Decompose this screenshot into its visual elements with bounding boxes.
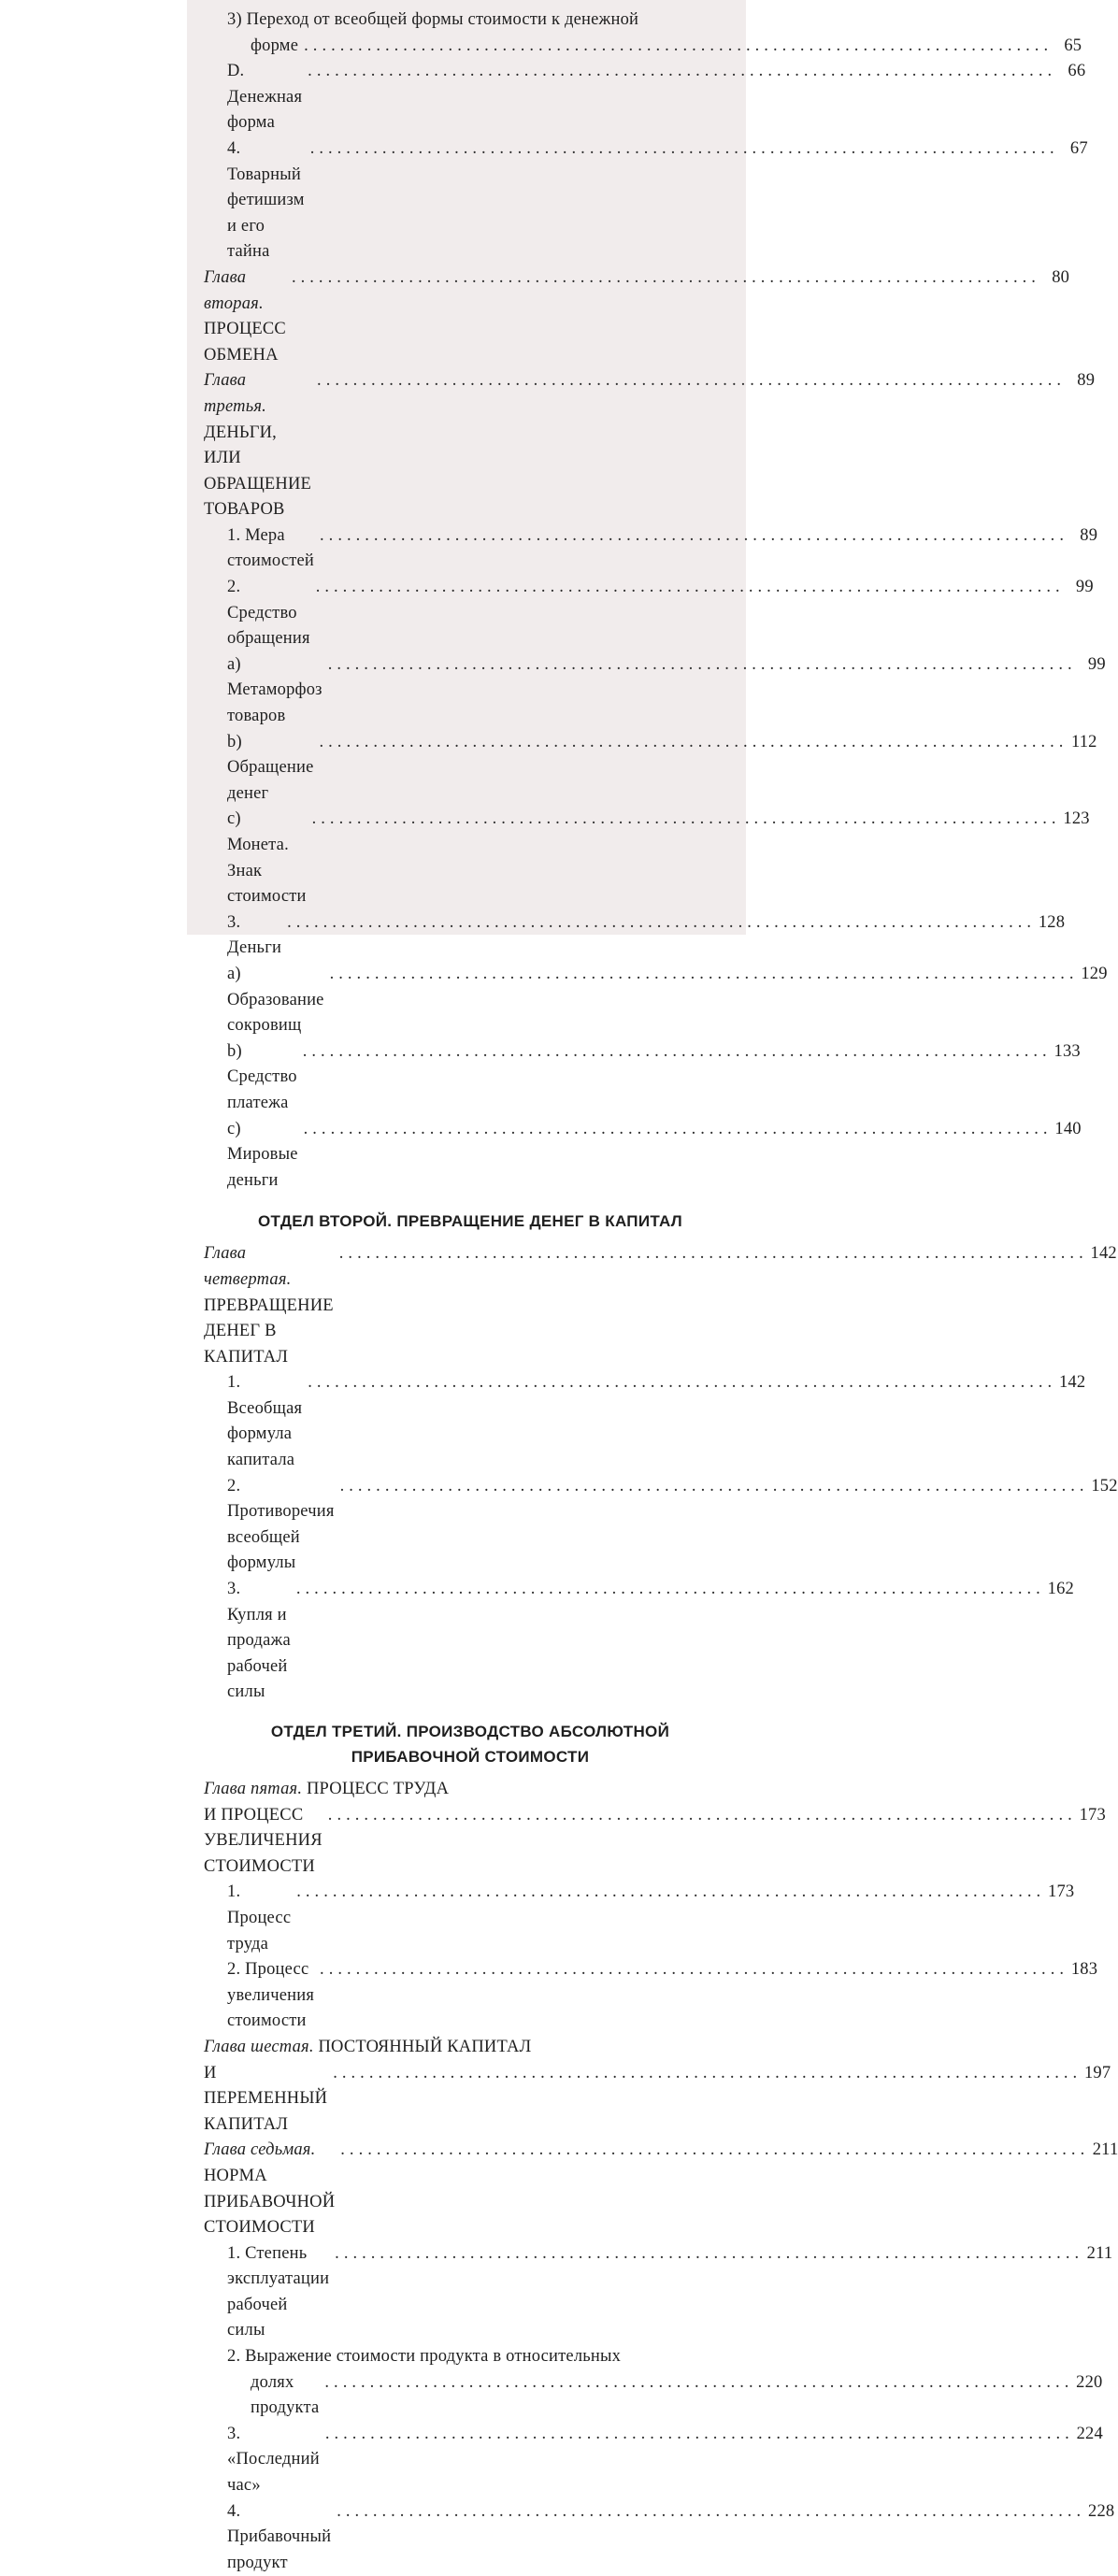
toc-entry <box>204 523 1098 575</box>
toc-entry <box>204 2499 1115 2576</box>
dot-leader <box>308 59 1052 85</box>
toc-page-number: 142 <box>1058 1373 1086 1393</box>
toc-chapter-entry <box>204 368 1096 523</box>
toc-entry <box>204 59 1086 136</box>
toc-page-number: 133 <box>1054 1041 1081 1061</box>
toc-entry-continuation: И ПЕРЕМЕННЫЙ КАПИТАЛ <box>204 2063 328 2134</box>
toc-page-number: 67 <box>1069 138 1088 158</box>
toc-entry-continuation: долях продукта <box>251 2372 320 2418</box>
chapter-prefix: Глава пятая. <box>204 1780 303 1798</box>
dot-leader <box>328 652 1072 679</box>
toc-entry-label: ПОСТОЯННЫЙ КАПИТАЛ <box>318 2037 532 2056</box>
toc-entry-label: 3. Деньги <box>227 912 282 958</box>
toc-page-number: 173 <box>1079 1805 1106 1825</box>
toc-page-number: 66 <box>1068 62 1086 81</box>
toc-entry-continuation: И ПРОЦЕСС УВЕЛИЧЕНИЯ СТОИМОСТИ <box>204 1805 322 1876</box>
dot-leader <box>330 962 1074 988</box>
toc-entry <box>204 807 1090 909</box>
toc-entry-label: 1. Процесс труда <box>227 1882 292 1953</box>
toc-entry <box>204 136 1088 265</box>
dot-leader <box>310 136 1054 163</box>
toc-page-number: 228 <box>1088 2501 1115 2521</box>
toc-entry <box>204 1880 1075 1957</box>
toc-page-number: 211 <box>1092 2140 1118 2160</box>
section-heading-line: ОТДЕЛ ТРЕТИЙ. ПРОИЗВОДСТВО АБСОЛЮТНОЙ <box>270 1723 670 1740</box>
toc-entry-label: 2. Противоречия всеобщей формулы <box>227 1476 335 1573</box>
dot-leader <box>312 807 1056 833</box>
toc-entry <box>204 1577 1074 1706</box>
toc-page-number: 183 <box>1070 1960 1098 1980</box>
toc-entry-label: b) Обращение денег <box>227 732 314 803</box>
book-page <box>187 0 1118 2572</box>
toc-page-number: 65 <box>1064 36 1082 55</box>
toc-entry <box>204 1039 1081 1117</box>
toc-page-number: 140 <box>1054 1119 1082 1138</box>
toc-entry <box>204 1957 1098 2035</box>
toc-entry-label: 3) Переход от всеобщей формы стоимости к денежной <box>227 10 639 29</box>
toc-page-number: 112 <box>1070 732 1097 751</box>
dot-leader <box>304 34 1048 60</box>
toc-page-number: 129 <box>1081 964 1108 983</box>
toc-entry <box>204 2344 1103 2422</box>
toc-entry-label: D. Денежная форма <box>227 62 303 133</box>
toc-page-number: 197 <box>1083 2063 1111 2082</box>
toc-page-number: 99 <box>1075 578 1094 597</box>
toc-entry-label: ПРЕВРАЩЕНИЕ ДЕНЕГ В КАПИТАЛ <box>204 1295 334 1367</box>
toc-entry <box>204 910 1066 962</box>
dot-leader <box>340 2138 1084 2164</box>
toc-chapter-entry <box>204 2035 1111 2138</box>
toc-entry <box>204 962 1108 1039</box>
toc-chapter-entry <box>204 265 1070 368</box>
toc-entry-label: 4. Прибавочный продукт <box>227 2501 332 2572</box>
chapter-prefix: Глава четвертая. <box>204 1244 292 1289</box>
toc-entry <box>204 575 1094 652</box>
toc-entry-label: 1. Степень эксплуатации рабочей силы <box>227 2243 330 2340</box>
toc-entry-label: ДЕНЬГИ, ИЛИ ОБРАЩЕНИЕ ТОВАРОВ <box>204 422 312 520</box>
dot-leader <box>296 1880 1040 1906</box>
toc-page-number: 224 <box>1076 2424 1103 2443</box>
toc-page-number: 152 <box>1091 1476 1118 1496</box>
dot-leader <box>292 265 1036 292</box>
toc-entry-label: 1. Мера стоимостей <box>227 525 315 571</box>
toc-page-number: 128 <box>1038 912 1066 932</box>
dot-leader <box>340 1474 1084 1500</box>
dot-leader <box>296 1577 1040 1603</box>
toc-page-number: 99 <box>1087 654 1106 674</box>
dot-leader <box>328 1803 1072 1829</box>
section-heading: ОТДЕЛ ВТОРОЙ. ПРЕВРАЩЕНИЕ ДЕНЕГ В КАПИТАЛ <box>258 1212 682 1231</box>
toc-entry-label: 2. Процесс увеличения стоимости <box>227 1960 315 2031</box>
toc-entry-label: a) Метаморфоз товаров <box>227 654 322 726</box>
toc-entry <box>204 1474 1118 1577</box>
toc-entry-label: 1. Всеобщая формула капитала <box>227 1373 303 1470</box>
toc-entry-label: 2. Средство обращения <box>227 578 310 649</box>
toc-entry <box>204 1370 1086 1473</box>
toc-chapter-entry <box>204 1241 1117 1370</box>
toc-page-number: 142 <box>1090 1244 1117 1264</box>
toc-entry-label: ПРОЦЕСС ОБМЕНА <box>204 320 286 365</box>
toc-entry <box>204 730 1097 808</box>
dot-leader <box>325 2422 1069 2448</box>
dot-leader <box>333 2061 1077 2087</box>
toc-page-number: 220 <box>1076 2372 1103 2392</box>
dot-leader <box>339 1241 1083 1267</box>
toc-page-number: 89 <box>1080 525 1098 545</box>
section-heading <box>204 1719 737 1769</box>
toc-entry-label: 3. «Последний час» <box>227 2424 320 2496</box>
dot-leader <box>308 1370 1052 1396</box>
toc-entry <box>204 2241 1113 2344</box>
toc-entry-label: НОРМА ПРИБАВОЧНОЙ СТОИМОСТИ <box>204 2166 336 2238</box>
dot-leader <box>303 1039 1047 1066</box>
toc-page-number: 123 <box>1063 809 1090 829</box>
chapter-prefix: Глава седьмая. <box>204 2140 316 2160</box>
toc-entry-label: 4. Товарный фетишизм и его тайна <box>227 138 305 262</box>
toc-entry-label: a) Образование сокровищ <box>227 964 324 1036</box>
dot-leader <box>335 2241 1079 2268</box>
dot-leader <box>304 1117 1048 1143</box>
toc-entry-label: c) Монета. Знак стоимости <box>227 809 307 907</box>
toc-entry <box>204 652 1106 730</box>
dot-leader <box>337 2499 1081 2526</box>
chapter-prefix: Глава вторая. <box>204 267 264 313</box>
dot-leader <box>320 730 1064 756</box>
toc-page-number: 211 <box>1086 2243 1113 2263</box>
dot-leader <box>320 523 1064 550</box>
toc-entry-label: ПРОЦЕСС ТРУДА <box>307 1780 450 1798</box>
toc-entry-label: b) Средство платежа <box>227 1041 297 1112</box>
toc-entry <box>204 7 1082 59</box>
toc-chapter-entry <box>204 1777 1106 1880</box>
toc-chapter-entry <box>204 2138 1118 2240</box>
toc-entry-label: 3. Купля и продажа рабочей силы <box>227 1580 291 1702</box>
chapter-prefix: Глава третья. <box>204 371 266 416</box>
dot-leader <box>316 575 1060 601</box>
toc-page-number: 162 <box>1047 1580 1074 1599</box>
toc-page-number: 89 <box>1077 371 1096 391</box>
section-heading-line: ПРИБАВОЧНОЙ СТОИМОСТИ <box>351 1748 590 1766</box>
table-of-contents <box>204 0 1118 2576</box>
toc-entry-label: 2. Выражение стоимости продукта в относительных <box>227 2347 622 2367</box>
toc-page-number: 80 <box>1052 267 1070 287</box>
chapter-prefix: Глава шестая. <box>204 2037 314 2056</box>
toc-entry-continuation: форме <box>251 36 299 55</box>
toc-page-number: 173 <box>1048 1882 1075 1902</box>
dot-leader <box>324 2370 1068 2397</box>
dot-leader <box>317 368 1061 394</box>
dot-leader <box>287 910 1031 937</box>
toc-entry-label: c) Мировые деньги <box>227 1119 298 1190</box>
toc-entry <box>204 1117 1082 1195</box>
dot-leader <box>320 1957 1064 1983</box>
toc-entry <box>204 2422 1103 2499</box>
